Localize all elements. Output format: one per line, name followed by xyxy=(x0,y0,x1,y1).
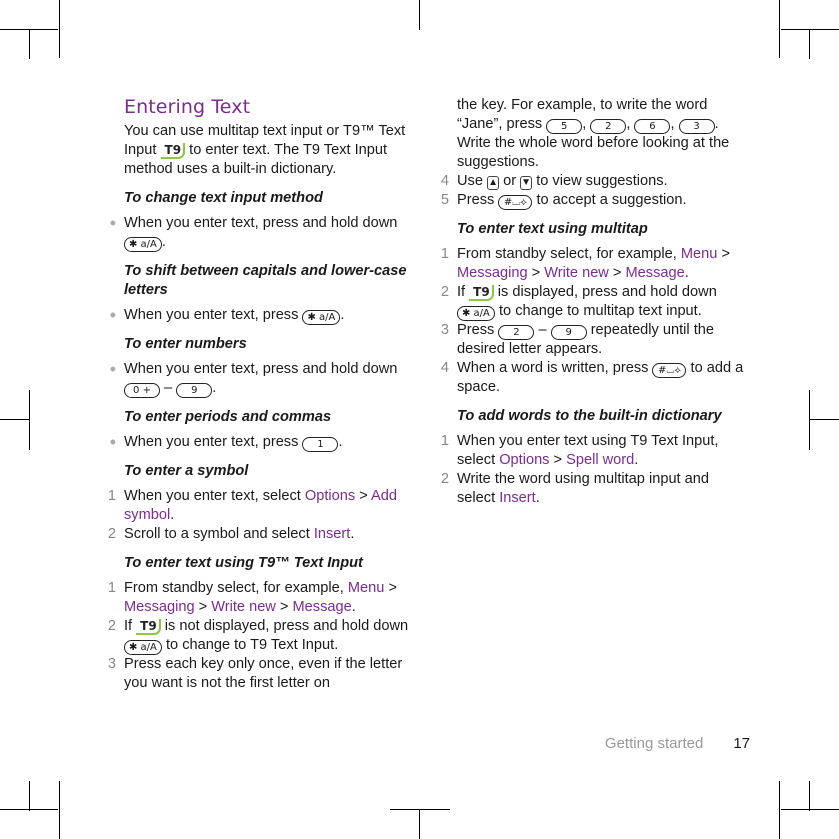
nav-down-icon: ▼ xyxy=(521,177,532,188)
link-write-new: Write new xyxy=(544,265,609,281)
six-key-icon: 6 xyxy=(634,119,670,134)
heading-periods-commas: To enter periods and commas xyxy=(124,409,332,425)
step-number: 3 xyxy=(107,656,116,672)
numbered-item: 3 Press each key only once, even if the letter you want is not the first letter on xyxy=(104,655,414,693)
star-key-icon: ✱ a/A xyxy=(302,310,340,325)
heading-change-input: To change text input method xyxy=(124,190,323,206)
numbered-item: 2 If T9 is displayed, press and hold down ✱ a/A to change to multitap text input. xyxy=(437,283,749,321)
heading-shift-case: To shift between capitals and lower-case letters xyxy=(124,263,407,298)
step-number: 1 xyxy=(107,580,116,596)
bullet-item: • When you enter text, press ✱ a/A . xyxy=(104,306,414,325)
step-number: 2 xyxy=(440,471,449,487)
link-write-new: Write new xyxy=(211,599,276,615)
zero-key-icon: 0 + xyxy=(124,383,160,398)
bullet-item: • When you enter text, press and hold down ✱ a/A . xyxy=(104,214,414,252)
hash-key-icon: #⌴⟡ xyxy=(652,363,686,378)
link-menu: Menu xyxy=(347,580,385,596)
step-number: 2 xyxy=(107,526,116,542)
left-column xyxy=(104,96,414,693)
heading-t9-input: To enter text using T9™ Text Input xyxy=(124,555,363,571)
step-number: 4 xyxy=(440,360,449,376)
nine-key-icon: 9 xyxy=(176,383,212,398)
link-insert: Insert xyxy=(499,490,536,506)
numbered-item: 2 If T9 is not displayed, press and hold down ✱ a/A to change to T9 Text Input. xyxy=(104,617,414,655)
numbered-item: 3 Press 2 – 9 repeatedly until the desired letter appears. xyxy=(437,321,749,359)
step-number: 2 xyxy=(440,284,449,300)
link-insert: Insert xyxy=(313,526,351,542)
continued-step: the key. For example, to write the word “Jane”, press 5 , 2 , 6 , 3 . Write the whole word before looking at the suggestions. xyxy=(457,97,730,170)
page-footer xyxy=(560,734,750,753)
step-number: 5 xyxy=(440,192,449,208)
link-messaging: Messaging xyxy=(124,599,195,615)
two-key-icon: 2 xyxy=(498,325,534,340)
link-spell-word: Spell word xyxy=(566,452,635,468)
t9-logo-icon: T9 xyxy=(136,619,161,635)
nav-up-icon: ▲ xyxy=(488,177,498,188)
bullet-icon: • xyxy=(109,432,116,452)
step-number: 1 xyxy=(440,433,449,449)
two-key-icon: 2 xyxy=(590,119,626,134)
numbered-item: 5 Press #⌴⟡ to accept a suggestion. xyxy=(437,191,749,210)
star-key-icon: ✱ a/A xyxy=(124,640,162,655)
heading-enter-numbers: To enter numbers xyxy=(124,336,247,352)
numbered-item: 2 Write the word using multitap input and select Insert. xyxy=(437,470,749,508)
bullet-icon: • xyxy=(109,213,116,233)
heading-multitap: To enter text using multitap xyxy=(457,221,648,237)
numbered-item: 2 Scroll to a symbol and select Insert. xyxy=(104,525,414,544)
heading-add-words: To add words to the built-in dictionary xyxy=(457,408,722,424)
numbered-item: 1 From standby select, for example, Menu > Messaging > Write new > Message. xyxy=(437,245,749,283)
nine-key-icon: 9 xyxy=(551,325,587,340)
numbered-item: 1 When you enter text, select Options > Add symbol. xyxy=(104,487,414,525)
link-messaging: Messaging xyxy=(457,265,528,281)
three-key-icon: 3 xyxy=(679,119,715,134)
one-key-icon: 1 xyxy=(302,437,338,452)
heading-enter-symbol: To enter a symbol xyxy=(124,463,249,479)
t9-logo-icon: T9 xyxy=(469,285,494,301)
bullet-item: • When you enter text, press and hold down 0 + – 9 . xyxy=(104,360,414,398)
t9-logo-icon: T9 xyxy=(161,143,186,159)
bullet-icon: • xyxy=(109,305,116,325)
right-column xyxy=(437,96,749,508)
intro-paragraph: You can use multitap text input or T9™ Text Input T9 to enter text. The T9 Text Input method uses a built-in dictionary. xyxy=(124,123,406,177)
star-key-icon: ✱ a/A xyxy=(457,306,495,321)
link-options: Options xyxy=(499,452,550,468)
five-key-icon: 5 xyxy=(546,119,582,134)
footer-section-title: Getting started xyxy=(604,735,704,752)
step-number: 2 xyxy=(107,618,116,634)
page-number: 17 xyxy=(733,735,750,752)
link-add-symbol: Add symbol xyxy=(124,488,398,523)
bullet-icon: • xyxy=(109,359,116,379)
numbered-item: 1 From standby select, for example, Menu > Messaging > Write new > Message. xyxy=(104,579,414,617)
link-message: Message xyxy=(625,265,685,281)
step-number: 4 xyxy=(440,173,449,189)
step-number: 3 xyxy=(440,322,449,338)
star-key-icon: ✱ a/A xyxy=(124,237,162,252)
link-options: Options xyxy=(304,488,356,504)
step-number: 1 xyxy=(107,488,116,504)
hash-key-icon: #⌴⟡ xyxy=(498,195,532,210)
numbered-item: 4 Use ▲ or ▼ to view suggestions. xyxy=(437,172,749,191)
numbered-item: 1 When you enter text using T9 Text Input, select Options > Spell word. xyxy=(437,432,749,470)
bullet-item: • When you enter text, press 1 . xyxy=(104,433,414,452)
link-message: Message xyxy=(292,599,352,615)
link-menu: Menu xyxy=(680,246,718,262)
step-number: 1 xyxy=(440,246,449,262)
page-title: Entering Text xyxy=(124,96,251,118)
numbered-item: 4 When a word is written, press #⌴⟡ to add a space. xyxy=(437,359,749,397)
